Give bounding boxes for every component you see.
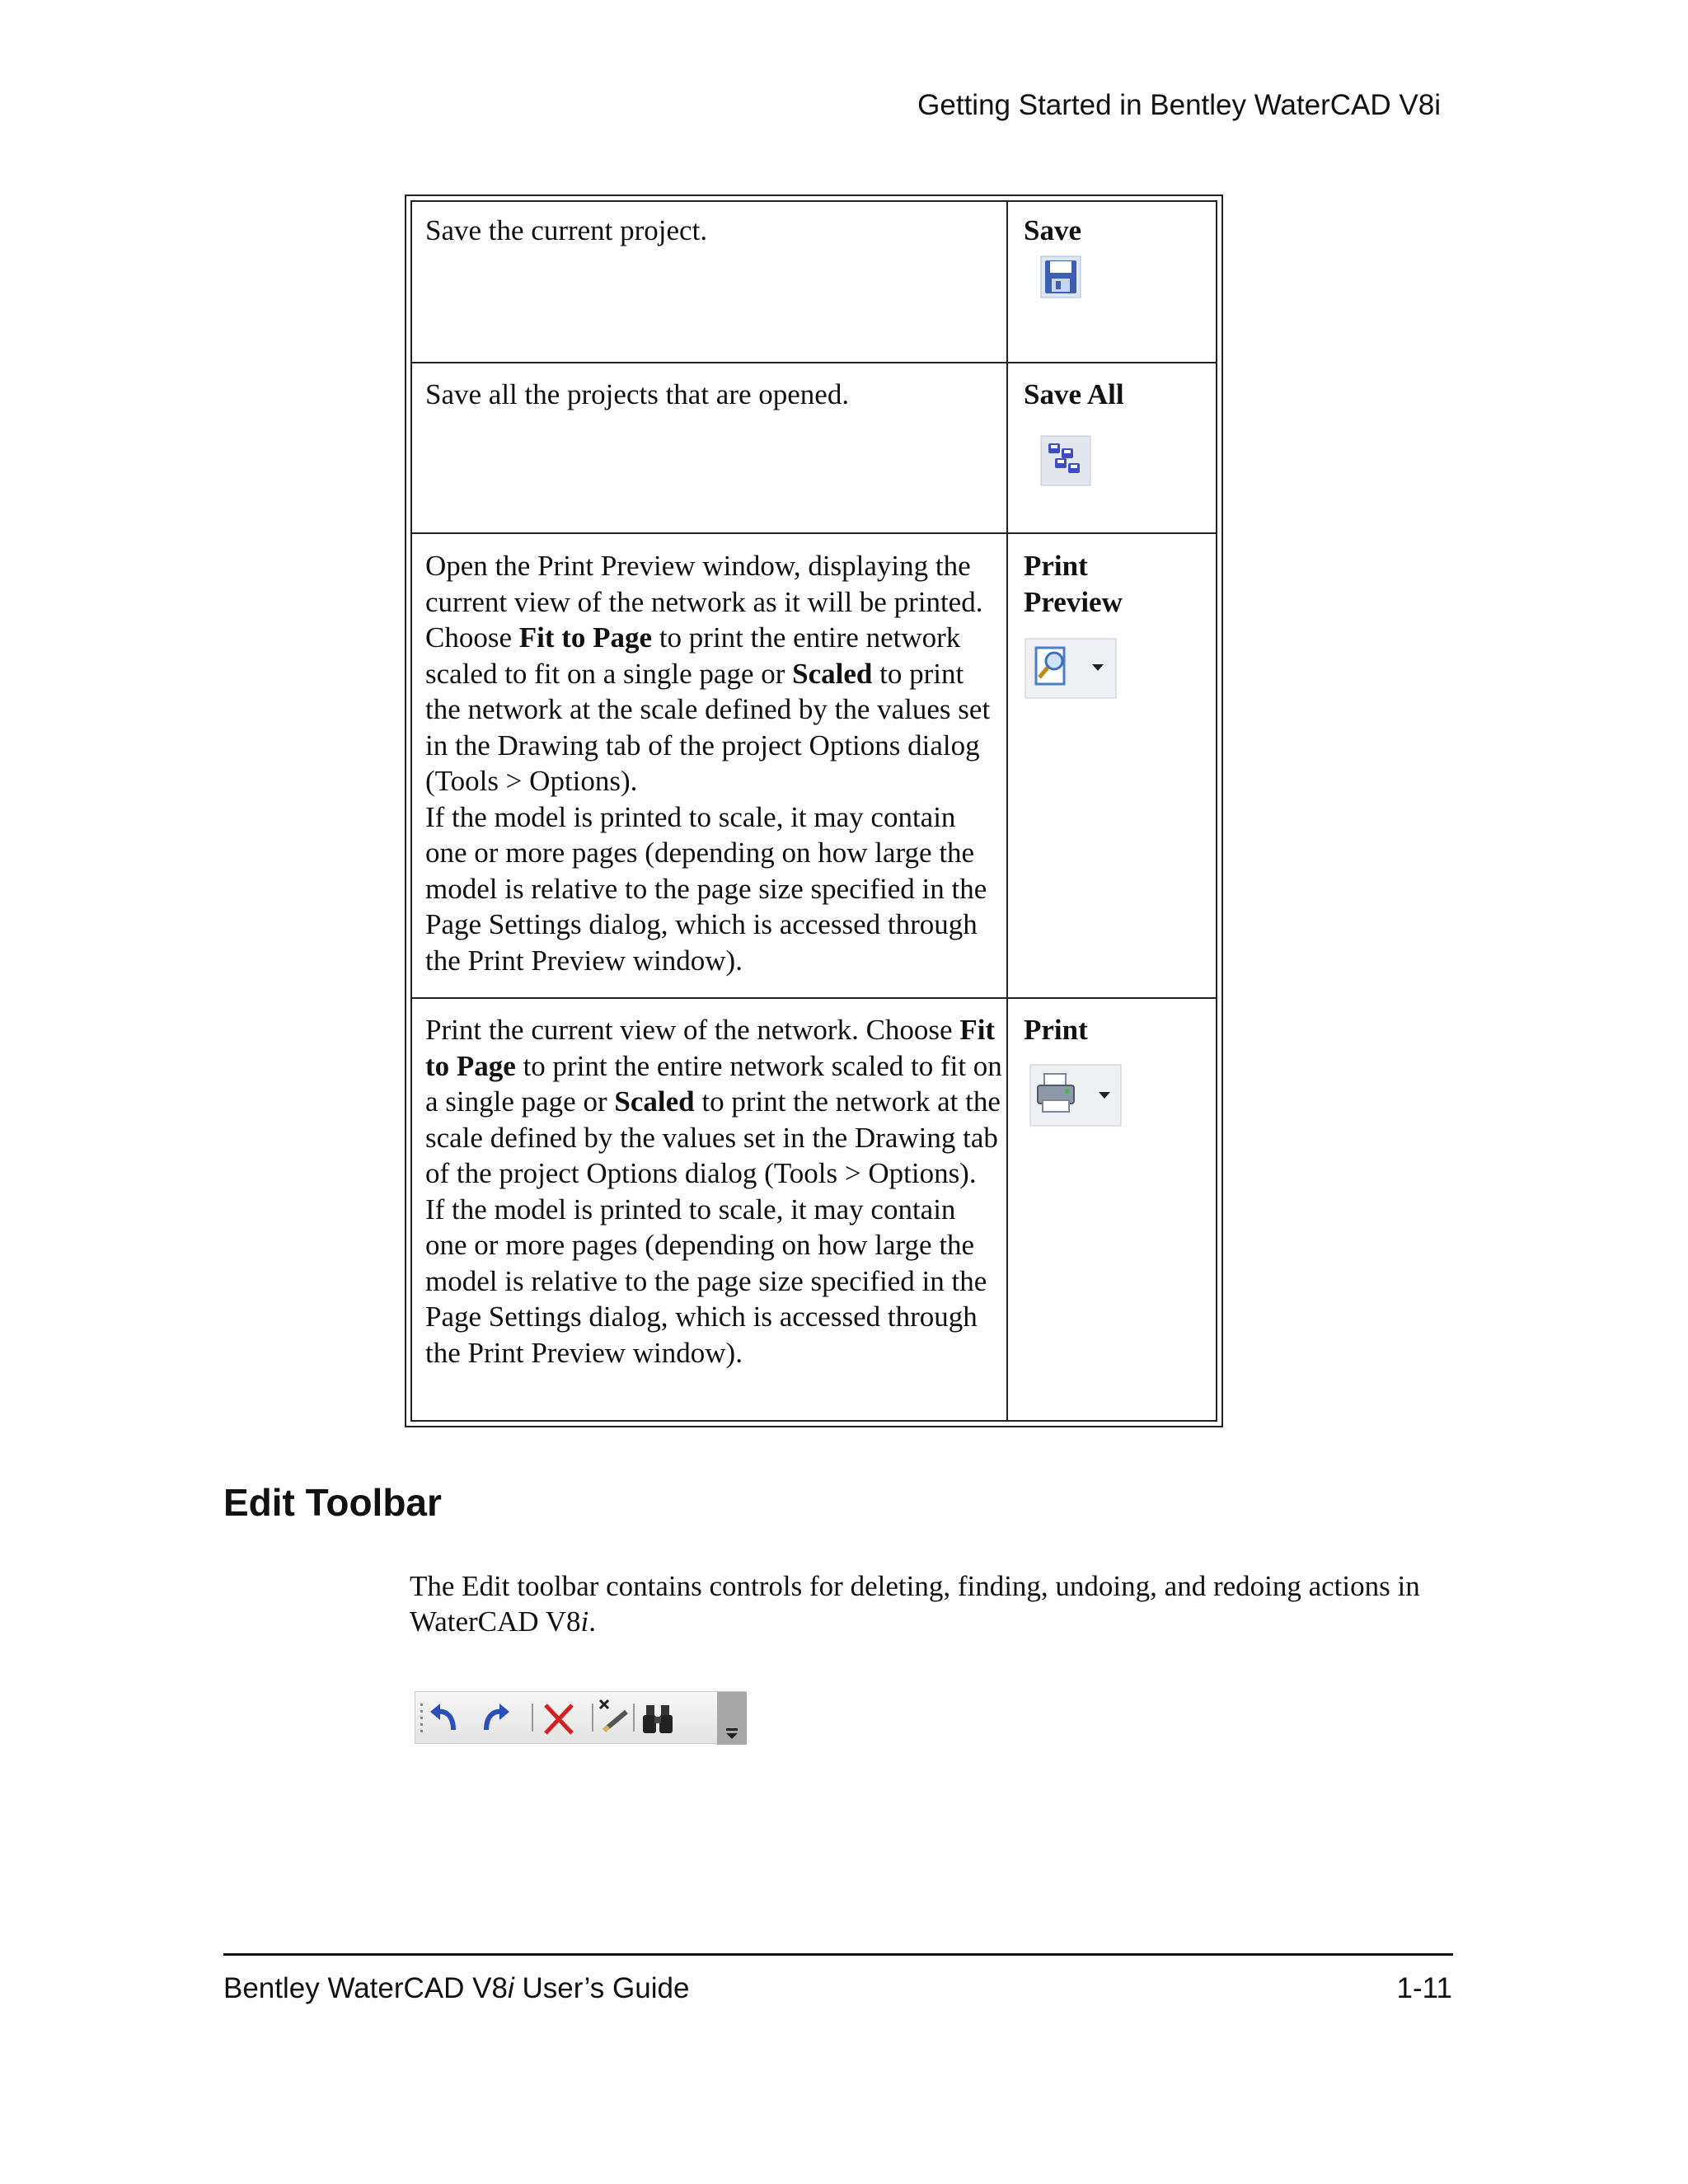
section-heading: Edit Toolbar [223, 1481, 442, 1524]
section-paragraph: The Edit toolbar contains controls for deleting, finding, undoing, and redoing actions in WaterCAD V8i. [410, 1570, 1420, 1638]
grip-icon[interactable] [420, 1704, 423, 1732]
save-all-description: Save all the projects that are opened. [425, 378, 850, 410]
toolbar-separator [633, 1704, 635, 1732]
table-row-divider [412, 362, 1216, 363]
print-preview-label: Print Preview [1024, 550, 1123, 618]
page-number: 1-11 [1396, 1972, 1452, 2004]
clear-icon[interactable] [600, 1700, 626, 1731]
undo-icon[interactable] [430, 1704, 453, 1730]
print-preview-description: Open the Print Preview window, displaying the current view of the network as it will be printed. Choose Fit to Page to print the entire network scaled to fit on a single page or Scaled to print the network at the scale defined by the values set in the Drawing tab of the project Options dialog (Tools > Options). If the model is printed to scale, it may contain one or more pages (depending on how large the model is relative to the page size specified in the Page Settings dialog, which is accessed through the Print Preview window). [425, 550, 991, 977]
print-preview-icon[interactable] [1025, 638, 1117, 699]
table-row-divider [412, 532, 1216, 534]
toolbar-separator [592, 1704, 593, 1732]
find-icon[interactable] [643, 1705, 673, 1733]
footer-rule [223, 1953, 1453, 1956]
overflow-chevron-icon[interactable] [717, 1692, 747, 1745]
print-label: Print [1024, 1014, 1088, 1046]
footer-guide-title: Bentley WaterCAD V8i User’s Guide [223, 1972, 690, 2004]
toolbar-separator [532, 1704, 533, 1732]
save-label: Save [1024, 214, 1081, 246]
save-icon [1040, 255, 1081, 298]
running-header: Getting Started in Bentley WaterCAD V8i [917, 89, 1441, 121]
redo-icon[interactable] [486, 1704, 509, 1730]
delete-icon[interactable] [546, 1705, 572, 1733]
print-description: Print the current view of the network. Choose Fit to Page to print the entire network scaled to fit on a single page or Scaled to print the network at the scale defined by the values set in the Drawing tab of the project Options dialog (Tools > Options). If the model is printed to scale, it may contain one or more pages (depending on how large the model is relative to the page size specified in the Page Settings dialog, which is accessed through the Print Preview window). [425, 1014, 1002, 1369]
table-row-divider [412, 997, 1216, 999]
table-column-divider [1006, 202, 1008, 1420]
edit-toolbar [415, 1691, 746, 1744]
save-all-label: Save All [1024, 378, 1124, 410]
save-description: Save the current project. [425, 214, 708, 246]
save-all-icon [1040, 435, 1091, 486]
print-icon[interactable] [1029, 1064, 1122, 1127]
